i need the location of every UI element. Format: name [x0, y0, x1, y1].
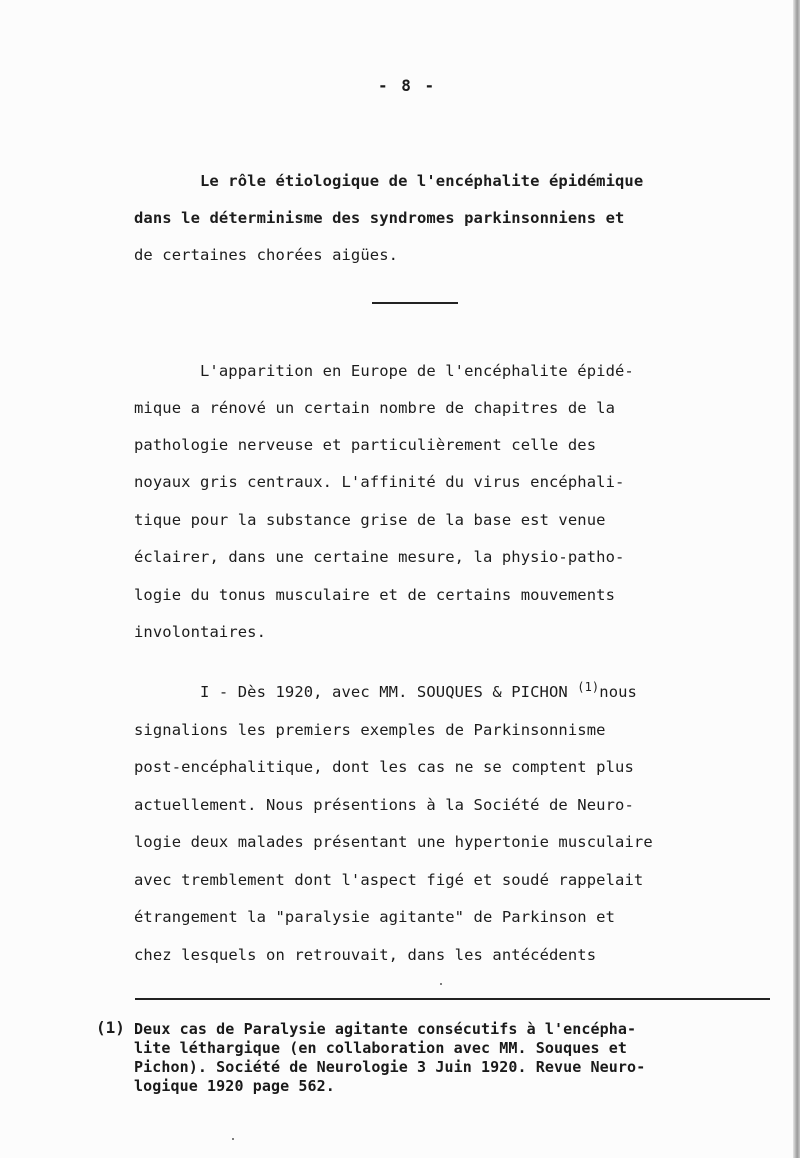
paragraph1-line-1: L'apparition en Europe de l'encéphalite épidé- — [200, 362, 634, 380]
paragraph2-line-3: post-encéphalitique, dont les cas ne se comptent plus — [134, 758, 634, 776]
paragraph2-line-4: actuellement. Nous présentions à la Société de Neuro- — [134, 796, 634, 814]
paragraph2-line-2: signalions les premiers exemples de Parkinsonnisme — [134, 721, 606, 739]
scan-edge-shadow — [793, 0, 800, 1158]
paragraph1-line-5: tique pour la substance grise de la base est venue — [134, 511, 606, 529]
footnote-line-1: Deux cas de Paralysie agitante consécutifs à l'encépha- — [134, 1020, 637, 1038]
footnote-line-2: lite léthargique (en collaboration avec MM. Souques et — [134, 1039, 628, 1057]
section-divider — [372, 302, 458, 304]
paragraph2-line-5: logie deux malades présentant une hypertonie musculaire — [134, 833, 653, 851]
paragraph1-line-8: involontaires. — [134, 623, 267, 641]
footnote-line-3: Pichon). Société de Neurologie 3 Juin 1920. Revue Neuro- — [134, 1058, 646, 1076]
paragraph2-line-1 — [200, 679, 637, 702]
paragraph1-line-6: éclairer, dans une certaine mesure, la physio-patho- — [134, 548, 625, 566]
paragraph1-line-2: mique a rénové un certain nombre de chapitres de la — [134, 399, 616, 417]
title-line-1: Le rôle étiologique de l'encéphalite épidémique — [200, 172, 644, 190]
title-line-2: dans le déterminisme des syndromes parkinsonniens et — [134, 209, 625, 227]
paragraph1-line-3: pathologie nerveuse et particulièrement celle des — [134, 436, 597, 454]
paragraph2-line-6: avec tremblement dont l'aspect figé et soudé rappelait — [134, 871, 644, 889]
paragraph2-line-7: étrangement la "paralysie agitante" de Parkinson et — [134, 908, 616, 926]
scan-speck — [232, 1138, 234, 1140]
footnote-line-4: logique 1920 page 562. — [134, 1077, 335, 1095]
footnote-reference: (1) — [577, 679, 600, 694]
paragraph2-line-1-start: I - Dès 1920, avec MM. SOUQUES & PICHON — [200, 683, 578, 701]
title-line-3: de certaines chorées aigües. — [134, 246, 399, 264]
footnote-marker: (1) — [96, 1018, 125, 1037]
paragraph1-line-4: noyaux gris centraux. L'affinité du virus encéphali- — [134, 473, 625, 491]
paragraph2-line-1-end: nous — [599, 683, 637, 701]
scan-speck-2 — [440, 983, 442, 985]
footnote-separator — [135, 998, 770, 1000]
paragraph1-line-7: logie du tonus musculaire et de certains mouvements — [134, 586, 616, 604]
page-number: - 8 - — [378, 76, 437, 95]
paragraph2-line-8: chez lesquels on retrouvait, dans les antécédents — [134, 946, 597, 964]
